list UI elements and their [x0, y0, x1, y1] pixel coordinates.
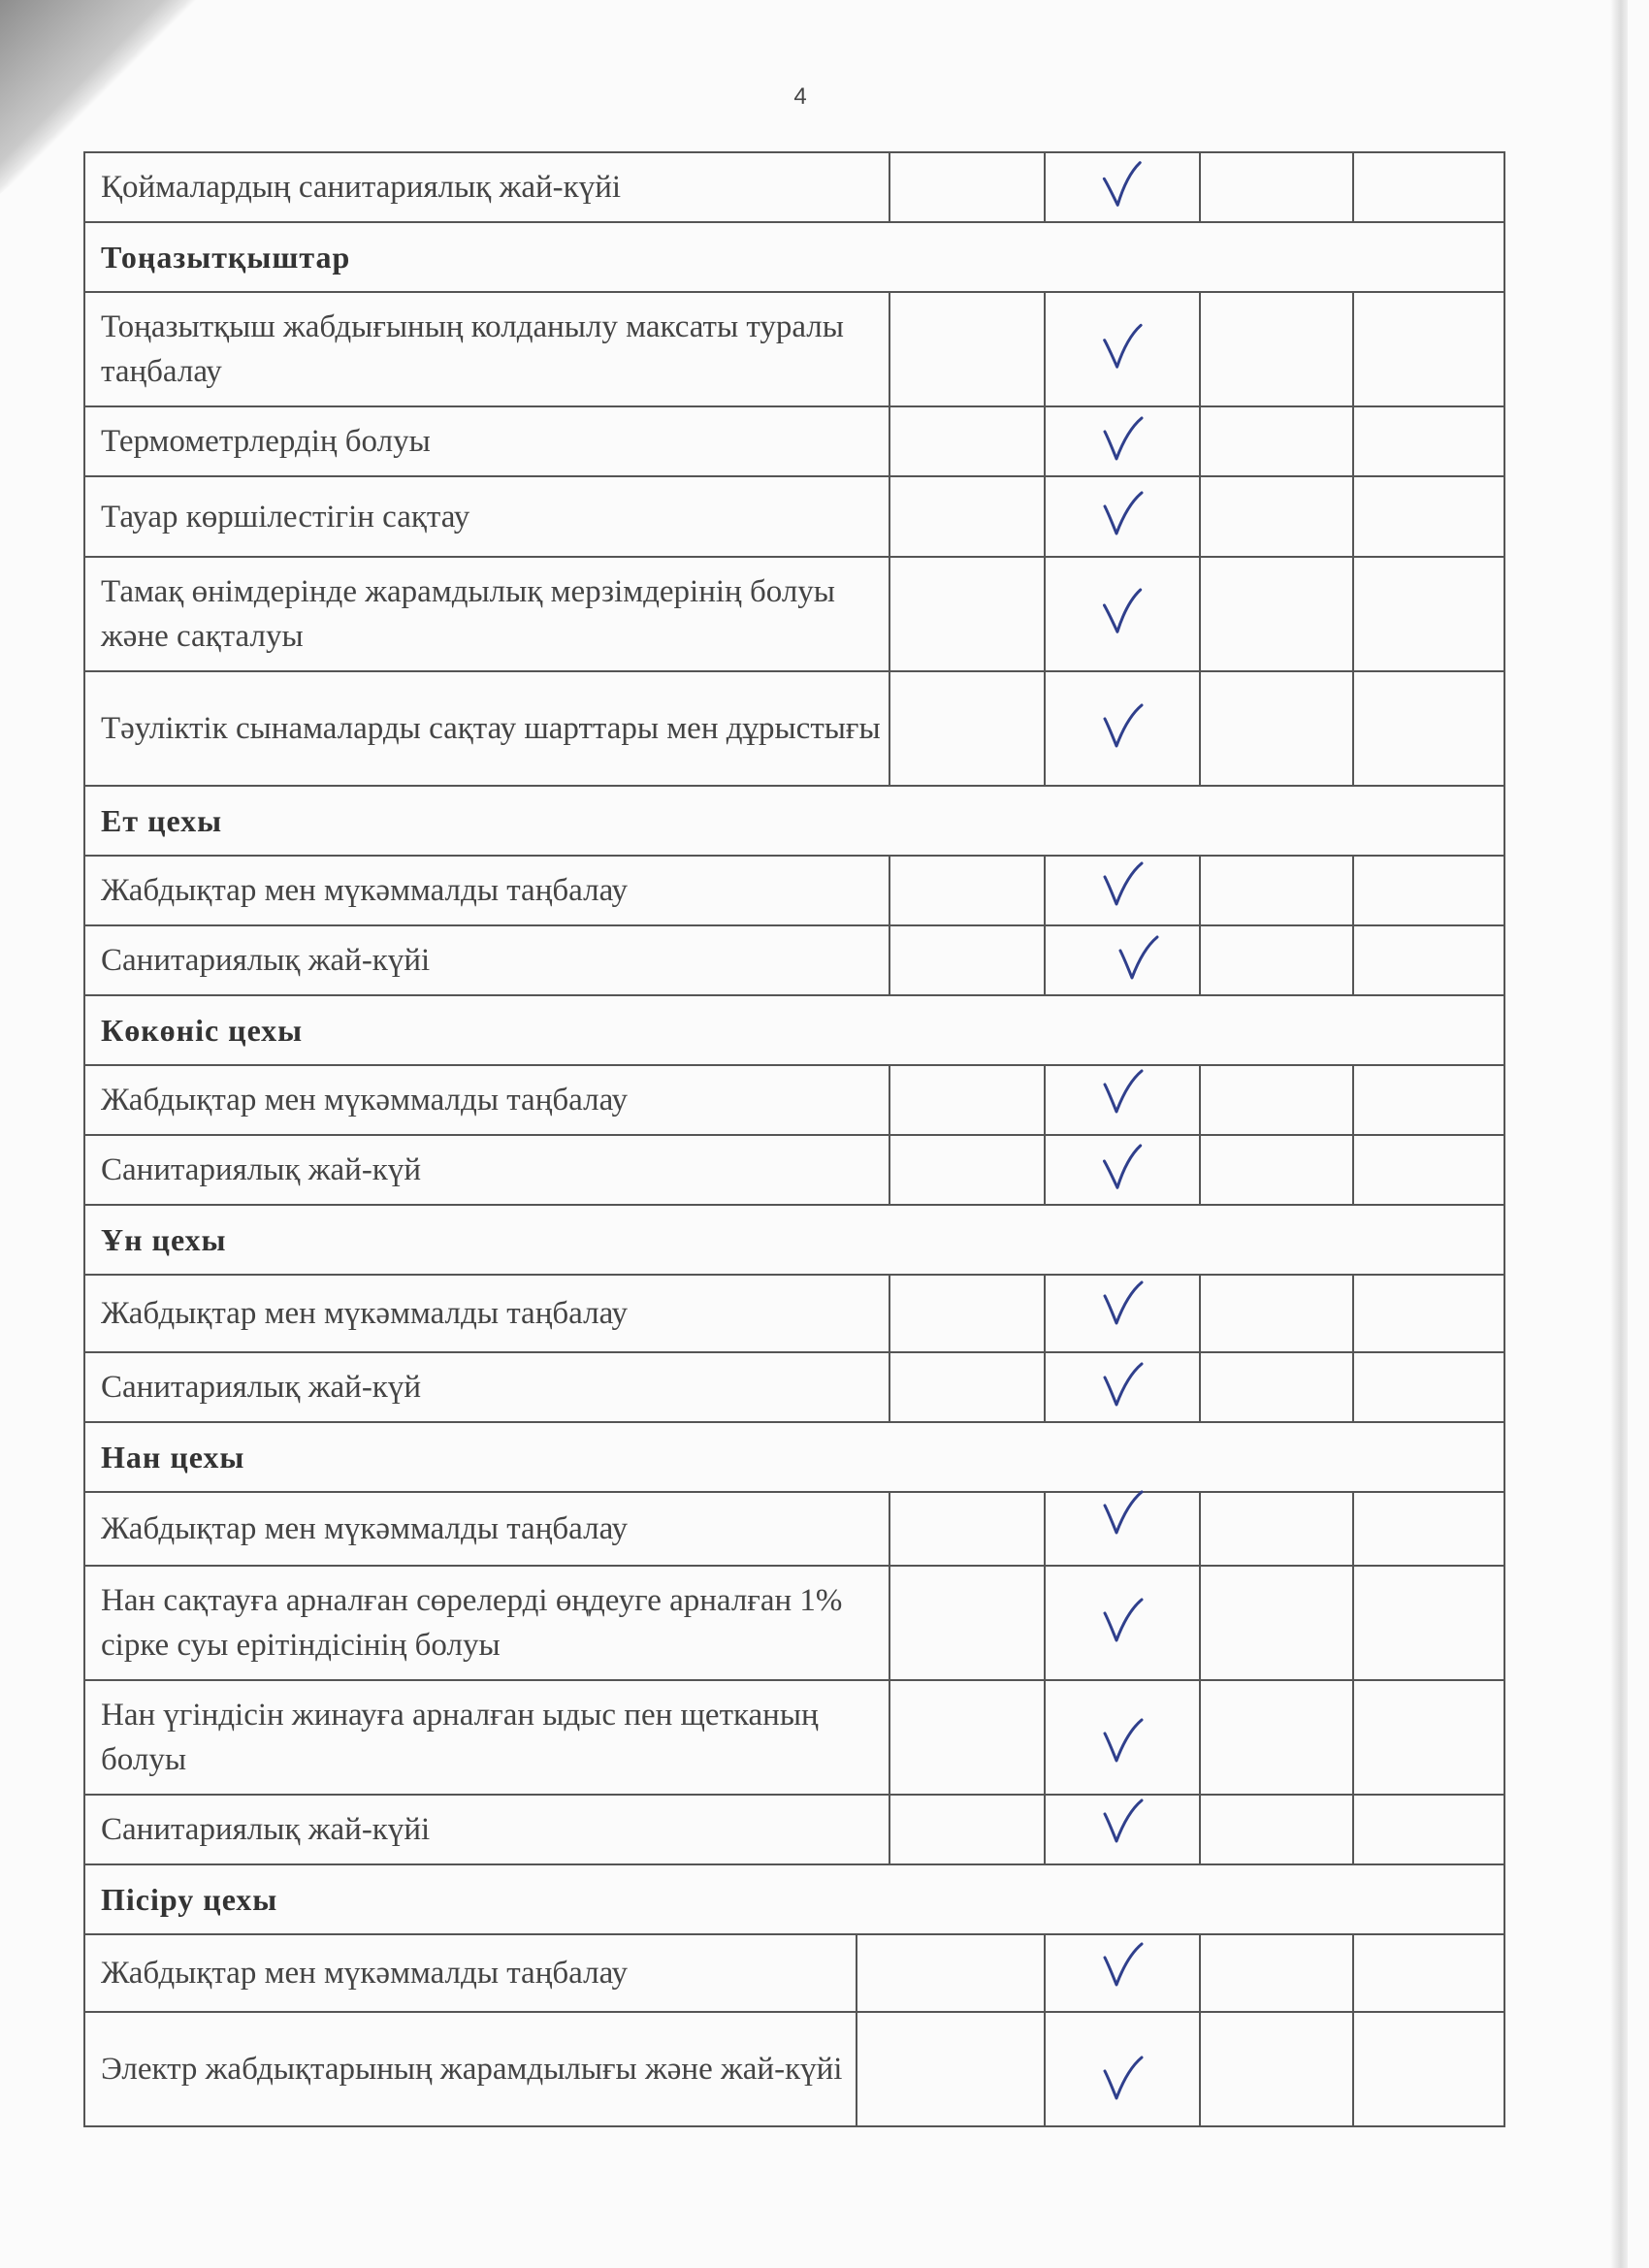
handwritten-check-mark-icon [1097, 1797, 1148, 1852]
requirement-text: Жабдықтар мен мүкәммалды таңбалау [85, 857, 890, 924]
answer-cell-2 [1046, 1066, 1201, 1134]
answer-cell-4 [1354, 1066, 1504, 1134]
section-title: Пісіру цехы [101, 1881, 278, 1917]
checklist-item-row [83, 1935, 1505, 2013]
checklist-item-row [83, 1681, 1505, 1796]
answer-cell-4 [1354, 1796, 1504, 1863]
requirement-text: Тамақ өнімдерінде жарамдылық мерзімдерінің болуы және сақталуы [85, 558, 890, 670]
answer-cell-1 [890, 558, 1046, 670]
answer-cell-4 [1354, 857, 1504, 924]
answer-cell-2 [1046, 1493, 1201, 1565]
section-header-row [83, 223, 1505, 293]
answer-cell-2 [1046, 2013, 1201, 2125]
answer-cell-4 [1354, 477, 1504, 556]
answer-cell-1 [890, 926, 1046, 994]
requirement-text: Жабдықтар мен мүкәммалды таңбалау [85, 1493, 890, 1565]
requirement-text: Қоймалардың санитариялық жай-күйі [85, 153, 890, 221]
answer-cell-4 [1354, 407, 1504, 475]
answer-cell-3 [1201, 1276, 1354, 1351]
requirement-text: Санитариялық жай-күйі [85, 926, 890, 994]
answer-cell-3 [1201, 1136, 1354, 1204]
checklist-item-row [83, 2013, 1505, 2127]
answer-cell-3 [1201, 1066, 1354, 1134]
section-header-row [83, 787, 1505, 857]
section-header-row [83, 1865, 1505, 1935]
answer-cell-4 [1354, 1136, 1504, 1204]
answer-cell-3 [1201, 1796, 1354, 1863]
answer-cell-3 [1201, 558, 1354, 670]
answer-cell-2 [1046, 153, 1201, 221]
handwritten-check-mark-icon [1097, 1940, 1148, 1995]
handwritten-check-mark-icon [1097, 701, 1148, 757]
handwritten-check-mark-icon [1097, 1360, 1148, 1415]
answer-cell-3 [1201, 407, 1354, 475]
answer-cell-4 [1354, 1935, 1504, 2011]
answer-cell-1 [890, 1276, 1046, 1351]
requirement-text: Нан сақтауға арналған сөрелерді өңдеуге арналған 1% сірке суы ерітіндісінің болуы [85, 1567, 890, 1679]
checklist-item-row [83, 1493, 1505, 1567]
answer-cell-3 [1201, 477, 1354, 556]
checklist-item-row [83, 857, 1505, 926]
answer-cell-4 [1354, 1681, 1504, 1794]
section-title: Ет цехы [101, 802, 223, 838]
checklist-item-row [83, 1353, 1505, 1423]
answer-cell-2 [1046, 1567, 1201, 1679]
answer-cell-3 [1201, 672, 1354, 785]
requirement-text: Тәуліктік сынамаларды сақтау шарттары мен дұрыстығы [85, 672, 890, 785]
handwritten-check-mark-icon [1097, 489, 1148, 544]
answer-cell-3 [1201, 1935, 1354, 2011]
handwritten-check-mark-icon [1097, 1596, 1148, 1651]
page-edge-shadow [1610, 0, 1628, 2268]
answer-cell-3 [1201, 1493, 1354, 1565]
answer-cell-4 [1354, 1276, 1504, 1351]
requirement-text: Санитариялық жай-күй [85, 1353, 890, 1421]
answer-cell-1 [857, 2013, 1046, 2125]
checklist-item-row [83, 926, 1505, 996]
answer-cell-2 [1046, 558, 1201, 670]
checklist-item-row [83, 1136, 1505, 1206]
answer-cell-1 [890, 672, 1046, 785]
requirement-text: Жабдықтар мен мүкәммалды таңбалау [85, 1276, 890, 1351]
requirement-text: Жабдықтар мен мүкәммалды таңбалау [85, 1935, 857, 2011]
answer-cell-3 [1201, 926, 1354, 994]
answer-cell-1 [890, 1493, 1046, 1565]
requirement-text: Санитариялық жай-күй [85, 1136, 890, 1204]
checklist-item-row [83, 672, 1505, 787]
checklist-item-row [83, 477, 1505, 558]
answer-cell-1 [890, 1796, 1046, 1863]
answer-cell-2 [1046, 1681, 1201, 1794]
requirement-text: Электр жабдықтарының жарамдылығы және жай-күйі [85, 2013, 857, 2125]
section-title: Нан цехы [101, 1439, 245, 1474]
answer-cell-1 [890, 1353, 1046, 1421]
checklist-item-row [83, 1796, 1505, 1865]
page-number: 4 [793, 83, 807, 110]
answer-cell-1 [857, 1935, 1046, 2011]
checklist-item-row [83, 558, 1505, 672]
answer-cell-2 [1046, 1276, 1201, 1351]
answer-cell-1 [890, 407, 1046, 475]
section-title: Тоңазытқыштар [101, 239, 351, 275]
handwritten-check-mark-icon [1097, 1067, 1148, 1122]
answer-cell-2 [1046, 477, 1201, 556]
answer-cell-2 [1046, 407, 1201, 475]
answer-cell-1 [890, 1066, 1046, 1134]
requirement-text: Тоңазытқыш жабдығының колданылу максаты туралы таңбалау [85, 293, 890, 405]
answer-cell-1 [890, 1681, 1046, 1794]
handwritten-check-mark-icon [1097, 1279, 1148, 1334]
handwritten-check-mark-icon [1095, 158, 1149, 216]
answer-cell-3 [1201, 1567, 1354, 1679]
checklist-item-row [83, 293, 1505, 407]
answer-cell-3 [1201, 857, 1354, 924]
checklist-item-row [83, 1276, 1505, 1353]
handwritten-check-mark-icon [1097, 859, 1148, 915]
answer-cell-4 [1354, 153, 1504, 221]
answer-cell-3 [1201, 153, 1354, 221]
answer-cell-2 [1046, 1353, 1201, 1421]
handwritten-check-mark-icon [1097, 414, 1148, 470]
handwritten-check-mark-icon [1113, 933, 1163, 988]
checklist-item-row [83, 1066, 1505, 1136]
answer-cell-4 [1354, 926, 1504, 994]
handwritten-check-mark-icon [1097, 2054, 1148, 2109]
section-header-row [83, 996, 1505, 1066]
answer-cell-4 [1354, 558, 1504, 670]
answer-cell-2 [1046, 672, 1201, 785]
handwritten-check-mark-icon [1096, 585, 1149, 643]
answer-cell-4 [1354, 2013, 1504, 2125]
answer-cell-3 [1201, 1353, 1354, 1421]
checklist-item-row [83, 1567, 1505, 1681]
answer-cell-3 [1201, 293, 1354, 405]
answer-cell-4 [1354, 1567, 1504, 1679]
answer-cell-4 [1354, 293, 1504, 405]
section-header-row [83, 1206, 1505, 1276]
section-title: Ұн цехы [101, 1221, 227, 1257]
answer-cell-2 [1046, 857, 1201, 924]
answer-cell-4 [1354, 1493, 1504, 1565]
requirement-text: Санитариялық жай-күйі [85, 1796, 890, 1863]
answer-cell-2 [1046, 293, 1201, 405]
section-title: Көкөніс цехы [101, 1012, 304, 1048]
checklist-item-row [83, 153, 1505, 223]
answer-cell-3 [1201, 1681, 1354, 1794]
answer-cell-1 [890, 1136, 1046, 1204]
handwritten-check-mark-icon [1097, 1716, 1148, 1771]
answer-cell-2 [1046, 1136, 1201, 1204]
answer-cell-4 [1354, 1353, 1504, 1421]
answer-cell-2 [1046, 1796, 1201, 1863]
requirement-text: Жабдықтар мен мүкәммалды таңбалау [85, 1066, 890, 1134]
answer-cell-3 [1201, 2013, 1354, 2125]
handwritten-check-mark-icon [1097, 1488, 1148, 1543]
checklist-item-row [83, 407, 1505, 477]
answer-cell-2 [1046, 1935, 1201, 2011]
handwritten-check-mark-icon [1096, 321, 1148, 378]
answer-cell-1 [890, 1567, 1046, 1679]
answer-cell-1 [890, 477, 1046, 556]
requirement-text: Тауар көршілестігін сақтау [85, 477, 890, 556]
inspection-checklist-table [83, 151, 1505, 2127]
answer-cell-1 [890, 153, 1046, 221]
requirement-text: Нан үгіндісін жинауға арналған ыдыс пен щетканың болуы [85, 1681, 890, 1794]
handwritten-check-mark-icon [1096, 1141, 1149, 1199]
answer-cell-2 [1046, 926, 1201, 994]
answer-cell-4 [1354, 672, 1504, 785]
requirement-text: Термометрлердің болуы [85, 407, 890, 475]
answer-cell-1 [890, 293, 1046, 405]
answer-cell-1 [890, 857, 1046, 924]
section-header-row [83, 1423, 1505, 1493]
